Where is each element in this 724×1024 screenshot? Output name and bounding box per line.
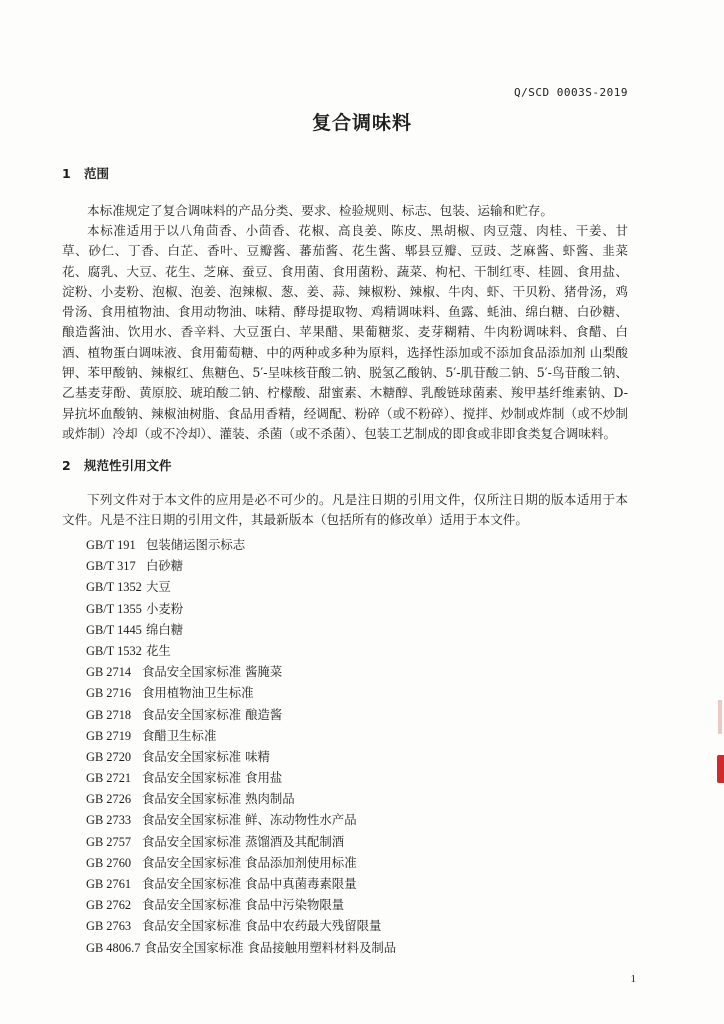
reference-title: 食品安全国家标准 食品中农药最大残留限量 [142,918,382,934]
reference-code: GB 2721 [86,771,132,786]
reference-title: 大豆 [146,579,171,595]
reference-code: GB 2720 [86,749,132,764]
reference-code: GB 2760 [86,855,132,870]
reference-item [86,894,626,915]
scan-edge-stain [718,700,722,734]
section-number: 2 [62,458,71,473]
reference-title: 食品安全国家标准 蒸馏酒及其配制酒 [142,833,345,849]
reference-title: 食品安全国家标准 食品接触用塑料材料及制品 [144,939,397,955]
section-1-heading [62,164,109,182]
reference-title: 食品安全国家标准 熟肉制品 [142,791,295,807]
reference-item [86,619,626,640]
scan-edge-red-mark [717,755,724,783]
reference-item [86,788,626,809]
reference-title: 食用植物油卫生标准 [142,685,254,701]
reference-item [86,598,626,619]
reference-item [86,852,626,873]
scope-paragraph-2: 本标准适用于以八角茴香、小茴香、花椒、高良姜、陈皮、黑胡椒、肉豆蔻、肉桂、干姜、甘草、砂仁、丁香、白芷、香叶、豆瓣酱、蕃茄酱、花生酱、郫县豆瓣、豆豉、芝麻酱、虾酱、韭菜花、腐乳、大豆、花生、芝麻、蚕豆、食用菌、食用菌粉、蔬菜、枸杞、干制红枣、桂圆、食用盐、淀粉、小麦粉、泡椒、泡姜、泡辣椒、葱、姜、蒜、辣椒粉、辣椒、牛肉、虾、干贝粉、猪骨汤，鸡骨汤、食用植物油、食用动物油、味精、酵母提取物、鸡精调味料、鱼露、蚝油、绵白糖、白砂糖、酿造酱油、饮用水、香辛料、大豆蛋白、苹果醋、果葡糖浆、麦芽糊精、牛肉粉调味料、食醋、白酒、植物蛋白调味液、食用葡萄糖、中的两种或多种为原料，选择性添加或不添加食品添加剂 山梨酸钾、苯甲酸钠、辣椒红、焦糖色、5′-呈味核苷酸二钠、脱氢乙酸钠、5′-肌苷酸二钠、5′-鸟苷酸二钠、乙基麦芽酚、黄原胶、琥珀酸二钠、柠檬酸、甜蜜素、木糖醇、乳酸链球菌素、羧甲基纤维素钠、D-异抗坏血酸钠、辣椒油树脂、食品用香精，经调配、粉碎（或不粉碎）、搅拌、炒制或炸制（或不炒制或炸制）冷却（或不冷却）、灌装、杀菌（或不杀菌）、包装工艺制成的即食或非即食类复合调味料。 [62,223,628,441]
reference-title: 食品安全国家标准 酿造酱 [142,706,283,722]
reference-title: 绵白糖 [146,621,184,637]
reference-title: 食品安全国家标准 味精 [142,748,270,764]
reference-code: GB 2726 [86,792,132,807]
reference-item [86,746,626,767]
reference-item [86,576,626,597]
reference-item [86,640,626,661]
reference-title: 食品安全国家标准 食品中真菌毒素限量 [142,876,357,891]
reference-item [86,661,626,682]
reference-code: GB/T 1352 [86,580,142,595]
reference-code: GB 2716 [86,686,132,701]
reference-code: GB 2762 [86,898,132,913]
reference-item [86,831,626,852]
reference-item [86,767,626,788]
reference-code: GB 2718 [86,707,132,722]
reference-title: 小麦粉 [146,600,184,616]
reference-title: 食品安全国家标准 食用盐 [142,770,283,786]
reference-list [86,534,626,958]
reference-code: GB 2733 [86,813,132,828]
reference-item [86,873,626,894]
reference-code: GB/T 1445 [86,622,142,637]
standard-code: Q/SCD 0003S-2019 [514,86,628,99]
reference-item [86,534,626,555]
references-intro-paragraph: 下列文件对于本文件的应用是必不可少的。凡是注日期的引用文件，仅所注日期的版本适用于本文件。凡是不注日期的引用文件，其最新版本（包括所有的修改单）适用于本文件。 [62,492,628,528]
reference-title: 花生 [146,642,171,658]
reference-item [86,809,626,830]
reference-title: 食醋卫生标准 [142,727,217,743]
reference-code: GB 4806.7 [86,940,141,955]
section-number: 1 [62,166,71,181]
reference-title: 食品安全国家标准 食品中污染物限量 [142,897,345,913]
reference-code: GB/T 317 [86,559,136,574]
reference-code: GB 2761 [86,877,132,891]
reference-item [86,725,626,746]
reference-item [86,704,626,725]
reference-title: 白砂糖 [146,558,184,574]
reference-item [86,937,626,958]
reference-code: GB 2757 [86,834,132,849]
page-number: 1 [630,973,636,985]
document-title: 复合调味料 [311,112,412,134]
section-title: 范围 [84,166,110,181]
reference-item [86,682,626,703]
reference-title: 食品安全国家标准 酱腌菜 [142,664,283,680]
reference-item [86,555,626,576]
reference-code: GB/T 1355 [86,601,142,616]
section-2-heading [62,456,172,474]
reference-title: 食品安全国家标准 食品添加剂使用标准 [142,854,357,870]
reference-title: 食品安全国家标准 鲜、冻动物性水产品 [142,812,357,828]
reference-code: GB/T 191 [86,538,136,552]
section-title: 规范性引用文件 [84,458,172,473]
reference-code: GB 2714 [86,665,132,680]
reference-code: GB 2719 [86,728,132,743]
reference-item [86,915,626,936]
reference-title: 包装储运图示标志 [146,537,246,552]
reference-code: GB 2763 [86,919,132,934]
scope-paragraph-1: 本标准规定了复合调味料的产品分类、要求、检验规则、标志、包装、运输和贮存。 [87,203,553,218]
reference-code: GB/T 1532 [86,643,142,658]
